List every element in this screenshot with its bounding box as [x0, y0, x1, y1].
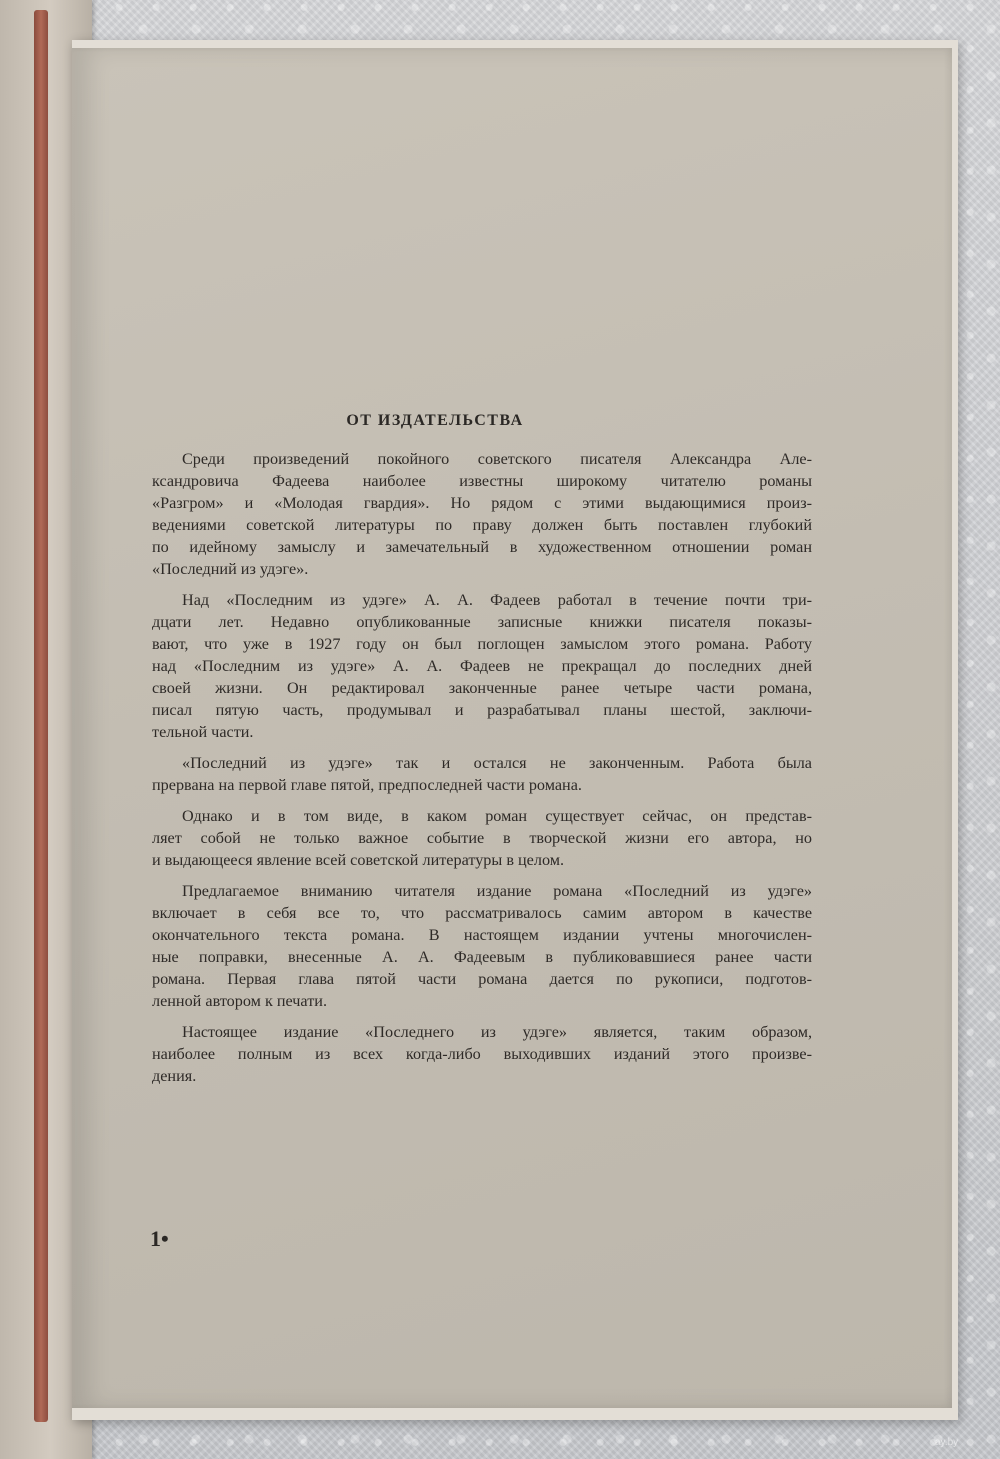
- text-line: дения.: [152, 1067, 197, 1085]
- text-line: Однако и в том виде, в каком роман существует сейчас, он представ-: [182, 807, 812, 825]
- text-line: «Последний из удэге» так и остался не законченным. Работа была: [182, 754, 812, 772]
- text-line: своей жизни. Он редактировал законченные ранее четыре части романа,: [152, 679, 812, 697]
- text-line: «Разгром» и «Молодая гвардия». Но рядом с этими выдающимися произ-: [152, 494, 812, 512]
- text-line: Над «Последним из удэге» А. А. Фадеев работал в течение почти три-: [182, 591, 812, 609]
- text-line: наиболее полным из всех когда-либо выходивших изданий этого произве-: [152, 1045, 812, 1063]
- paragraph-1: [152, 448, 812, 580]
- text-line: ляет собой не только важное событие в творческой жизни его автора, но: [152, 829, 812, 847]
- section-heading: ОТ ИЗДАТЕЛЬСТВА: [346, 412, 524, 429]
- watermark: ay.by: [935, 1437, 959, 1448]
- text-line: тельной части.: [152, 723, 254, 741]
- text-line: и выдающееся явление всей советской литературы в целом.: [152, 851, 565, 869]
- paragraph-4: [152, 805, 812, 871]
- text-line: ведениями советской литературы по праву должен быть поставлен глубокий: [152, 516, 812, 534]
- text-line: над «Последним из удэге» А. А. Фадеев не прекращал до последних дней: [152, 657, 812, 675]
- paragraph-2: [152, 589, 812, 743]
- text-line: ленной автором к печати.: [152, 992, 327, 1010]
- cover-spine-edge: [34, 10, 48, 1422]
- text-line: по идейному замыслу и замечательный в художественном отношении роман: [152, 538, 812, 556]
- text-line: писал пятую часть, продумывал и разрабатывал планы шестой, заключи-: [152, 701, 812, 719]
- paragraph-6: [152, 1021, 812, 1087]
- text-line: романа. Первая глава пятой части романа дается по рукописи, подготов-: [152, 970, 812, 988]
- text-line: прервана на первой главе пятой, предпоследней части романа.: [152, 776, 582, 794]
- text-line: окончательного текста романа. В настоящем издании учтены многочислен-: [152, 926, 812, 944]
- text-line: Предлагаемое вниманию читателя издание романа «Последний из удэге»: [182, 882, 812, 900]
- text-line: ные поправки, внесенные А. А. Фадеевым в публиковавшиеся ранее части: [152, 948, 812, 966]
- text-line: «Последний из удэге».: [152, 560, 309, 578]
- text-line: включает в себя все то, что рассматривалось самим автором в качестве: [152, 904, 812, 922]
- text-line: ксандровича Фадеева наиболее известны широкому читателю романы: [152, 472, 812, 490]
- signature-mark: 1•: [150, 1226, 169, 1251]
- paragraph-3: [152, 752, 812, 796]
- text-line: Среди произведений покойного советского писателя Александра Але-: [182, 450, 812, 468]
- article-body: [152, 448, 812, 1096]
- paragraph-5: [152, 880, 812, 1012]
- text-line: Настоящее издание «Последнего из удэге» является, таким образом,: [182, 1023, 812, 1041]
- text-line: вают, что уже в 1927 году он был поглощен замыслом этого романа. Работу: [152, 635, 812, 653]
- text-line: дцати лет. Недавно опубликованные записные книжки писателя показы-: [152, 613, 812, 631]
